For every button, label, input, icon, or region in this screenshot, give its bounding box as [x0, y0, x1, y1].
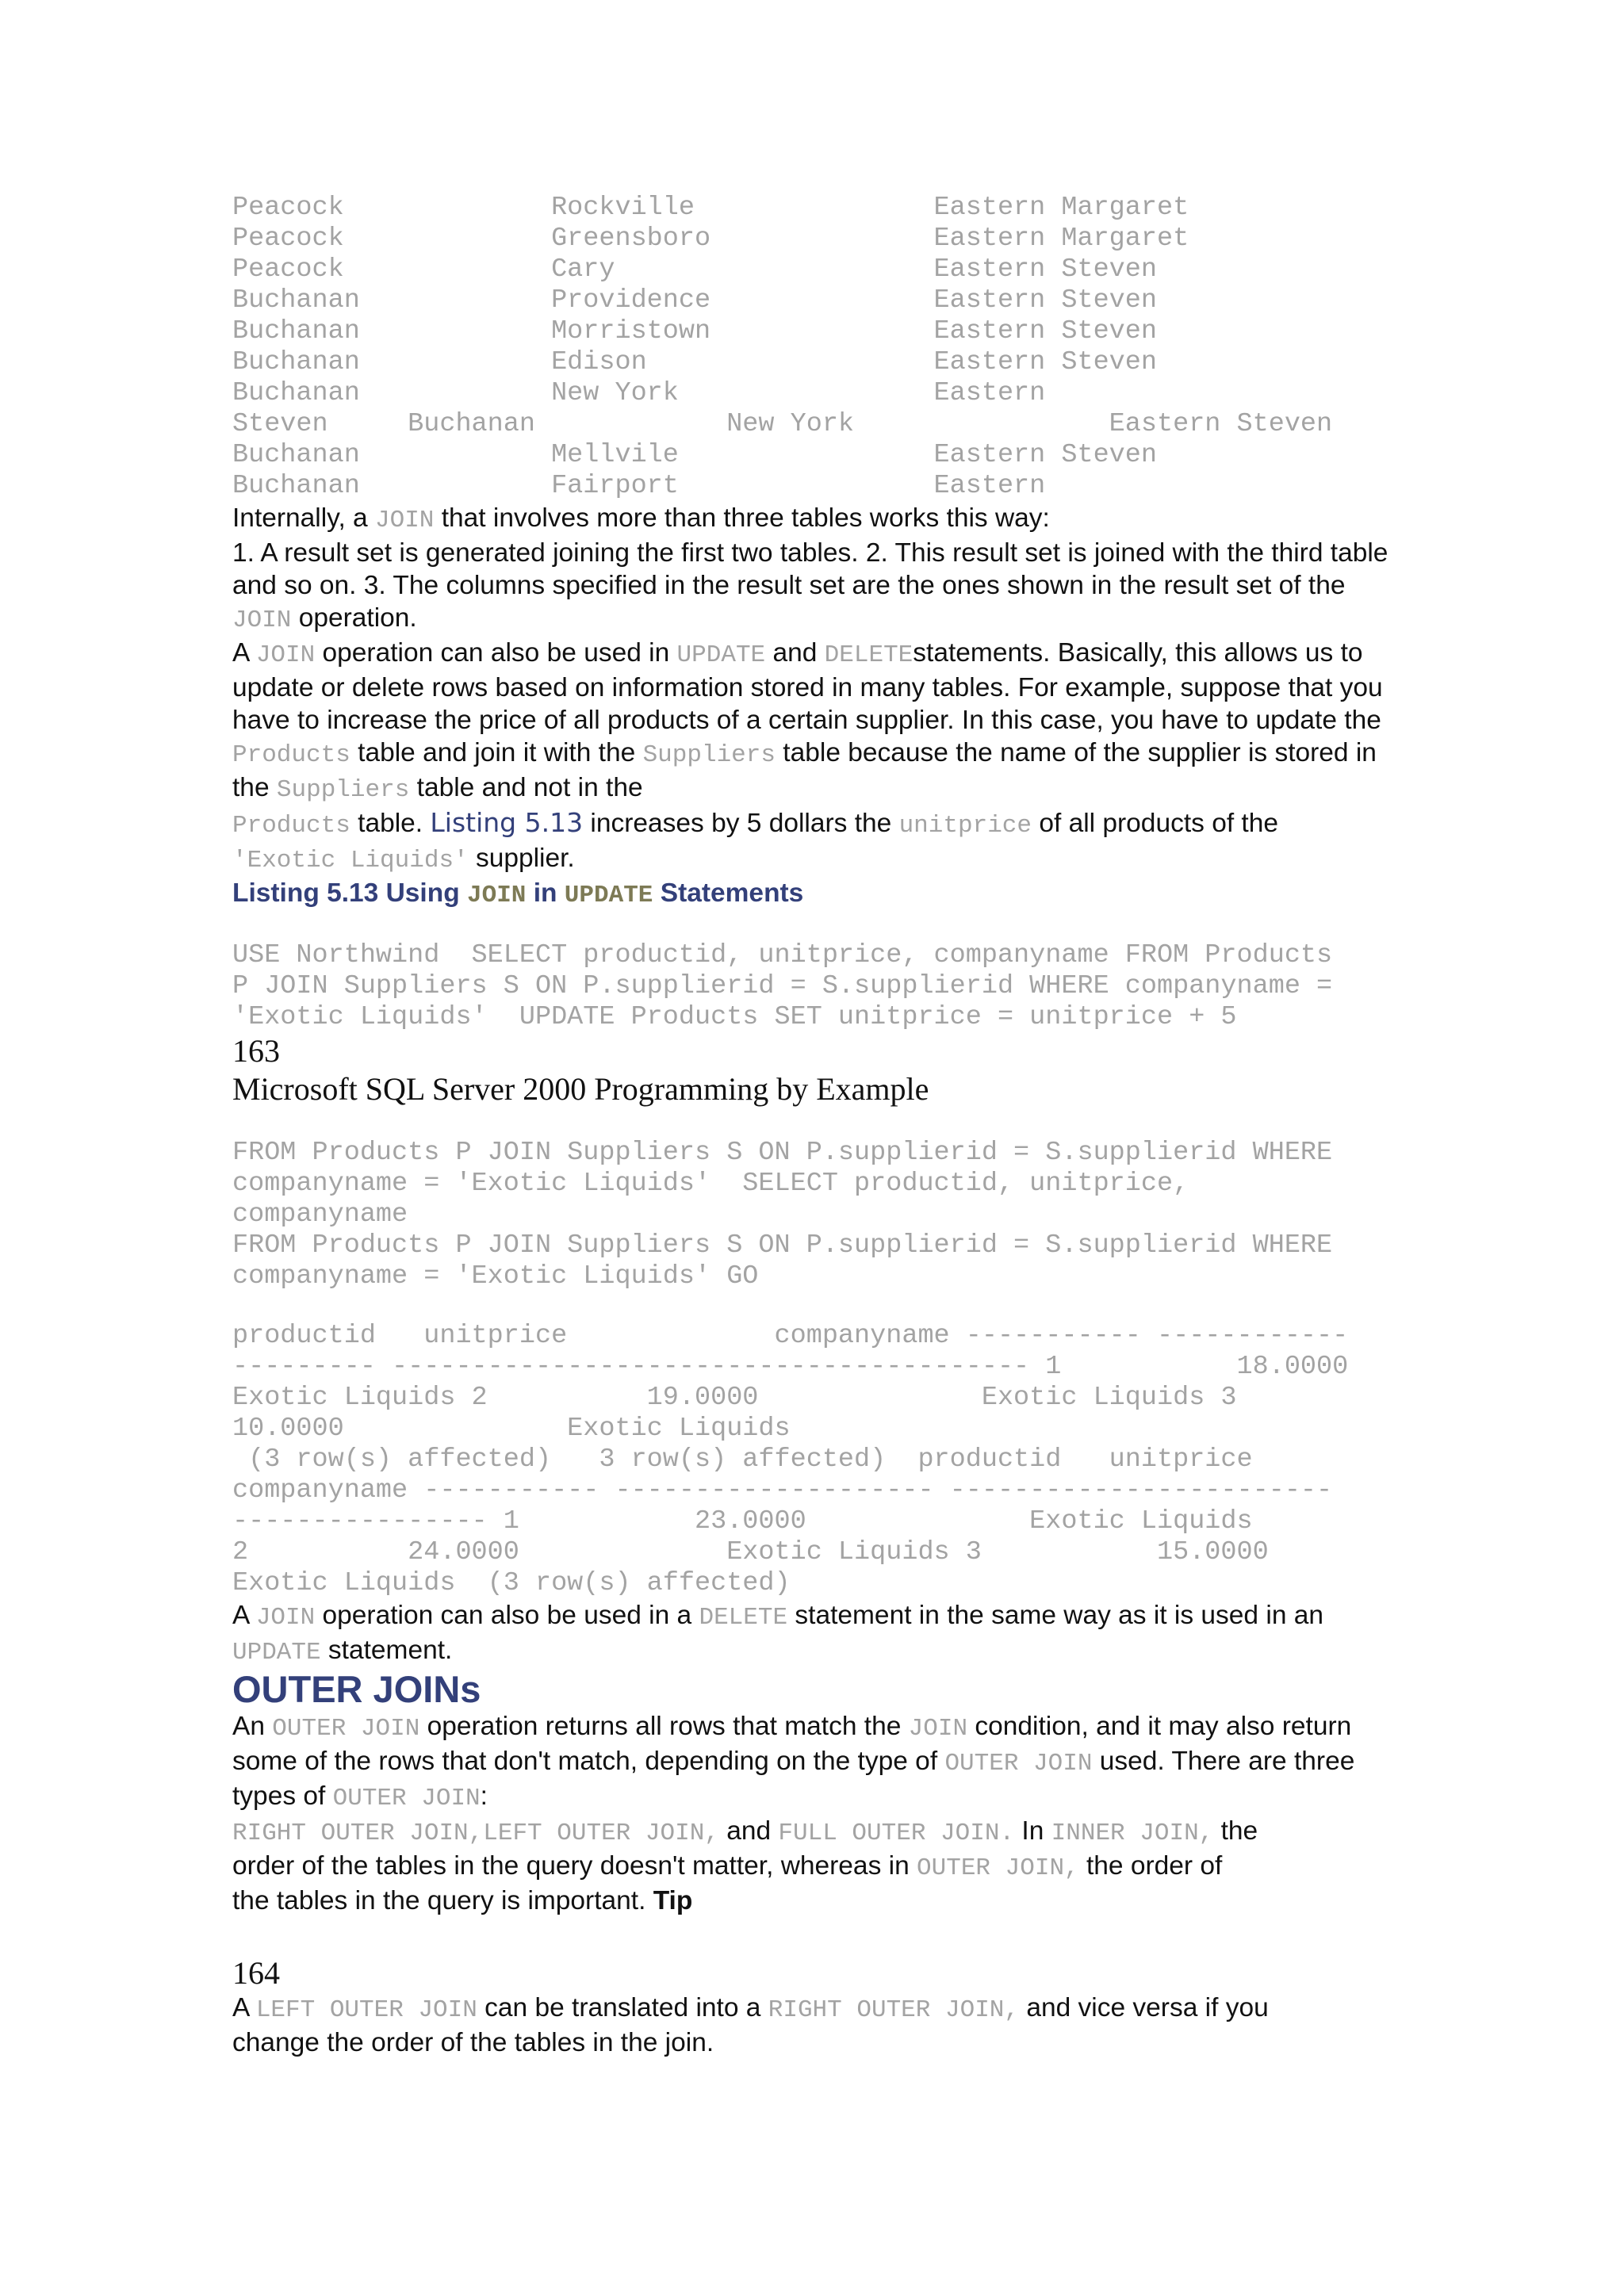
page-number: 164	[232, 1955, 280, 1991]
inline-code: OUTER JOIN,	[917, 1854, 1079, 1882]
text-run: table and join it with the	[350, 738, 643, 767]
inline-code: Suppliers	[276, 776, 410, 804]
paragraph-join-steps	[232, 537, 1398, 637]
text-run: operation returns all rows that match the	[419, 1712, 909, 1741]
listing-link[interactable]: Listing 5.13	[430, 807, 584, 838]
paragraph-internal-join	[232, 502, 1398, 537]
text-run: condition, and it may also return some of the rows that don't match, depending on the type of	[232, 1712, 1352, 1776]
text-run: A	[232, 1993, 256, 2022]
inline-code: OUTER JOIN	[272, 1715, 420, 1743]
inline-code: UPDATE	[676, 641, 766, 669]
table-row: Buchanan Edison Eastern Steven	[232, 347, 1157, 377]
text-run: table.	[350, 809, 431, 838]
paragraph-left-right-join	[232, 1992, 1398, 2059]
inline-code: RIGHT OUTER JOIN,	[768, 1996, 1020, 2024]
text-run: In	[1014, 1816, 1051, 1846]
page-number: 163	[232, 1033, 280, 1069]
text-run: statements. Basically, this allows us to update or delete rows based on information stored in many tables. For example, suppose that you have to increase the price of all products of a certain supplier. In this case, you have to update the	[232, 638, 1383, 735]
tip-label: Tip	[653, 1886, 693, 1915]
text-run: operation can also be used in a	[315, 1601, 699, 1630]
running-title: Microsoft SQL Server 2000 Programming by Example	[232, 1071, 929, 1107]
text-run: statement in the same way as it is used in an	[787, 1601, 1324, 1630]
inline-code: OUTER JOIN	[332, 1785, 481, 1812]
inline-code: OUTER JOIN	[944, 1750, 1093, 1777]
listing-caption	[232, 877, 1398, 912]
text-run: table and not in the	[409, 773, 643, 802]
paragraph-outer-join-types	[232, 1815, 1398, 1917]
text-run: order of the tables in the query doesn't matter, whereas in	[232, 1851, 917, 1881]
text-run: and vice versa if you	[1019, 1993, 1269, 2022]
paragraph-join-delete	[232, 1599, 1398, 1669]
section-heading: OUTER JOINs	[232, 1668, 481, 1710]
text-run: An	[232, 1712, 273, 1741]
inline-code: INNER JOIN,	[1051, 1820, 1214, 1847]
text-run: that involves more than three tables works this way:	[434, 503, 1050, 533]
inline-code: DELETE	[824, 641, 914, 669]
inline-code: JOIN	[375, 507, 435, 534]
code-listing: USE Northwind SELECT productid, unitprice, companyname FROM Products P JOIN Suppliers S ON P.supplierid = S.supplierid WHERE companyname = 'Exotic Liquids' UPDATE Products SET unitprice = unitprice + 5	[232, 940, 1333, 1032]
inline-code: DELETE	[699, 1604, 788, 1632]
inline-code: RIGHT OUTER JOIN,LEFT OUTER JOIN,	[232, 1820, 719, 1847]
text-run: and	[718, 1816, 779, 1846]
text-run: A	[232, 638, 256, 668]
text-run: 1. A result set is generated joining the first two tables. 2. This result set is joined with the third table and so on. 3. The columns specified in the result set are the ones shown in the result set of the	[232, 538, 1388, 600]
text-run: change the order of the tables in the join.	[232, 2028, 714, 2057]
table-row: Buchanan Mellvile Eastern Steven	[232, 440, 1157, 470]
table-row: Peacock Rockville Eastern Margaret	[232, 193, 1189, 223]
inline-code: Products	[232, 812, 350, 840]
text-run: A	[232, 1601, 256, 1630]
spacer	[232, 912, 1398, 940]
text-run: the tables in the query is important.	[232, 1886, 653, 1915]
inline-code: LEFT OUTER JOIN	[255, 1996, 477, 2024]
text-run: operation can also be used in	[315, 638, 677, 668]
inline-code: JOIN	[466, 882, 527, 909]
table-row: Peacock Cary Eastern Steven	[232, 254, 1157, 285]
page-content	[232, 193, 1398, 2059]
employee-territory-table	[232, 193, 1398, 502]
inline-code: JOIN	[232, 607, 292, 634]
code-listing-continued: FROM Products P JOIN Suppliers S ON P.supplierid = S.supplierid WHERE companyname = 'Exotic Liquids' SELECT productid, unitprice, companyname FROM Products P JOIN Suppliers S ON P.supplierid = S.supplierid WHERE companyname = 'Exotic Liquids' GO	[232, 1138, 1333, 1292]
text-run: used. There are three types of	[232, 1747, 1355, 1811]
text-run: in	[526, 878, 565, 908]
text-run: the	[1213, 1816, 1258, 1846]
inline-code: JOIN	[908, 1715, 968, 1743]
table-row: Buchanan Morristown Eastern Steven	[232, 316, 1157, 346]
inline-code: Products	[232, 741, 350, 769]
inline-code: UPDATE	[232, 1639, 321, 1667]
paragraph-outer-join	[232, 1710, 1398, 1815]
text-run: operation.	[291, 603, 417, 633]
query-result-output: productid unitprice companyname ----------- ------------ --------- ---------------------------------------- 1 18.0000 Exotic Liquids 2 19.0000 Exotic Liquids 3 10.0000 Exotic Liquids (3 row(s) affected) 3 row(s) affected) productid unitprice companyname ----------- -------------------- ------------------------ ---------------- 1 23.0000 Exotic Liquids 2 24.0000 Exotic Liquids 3 15.0000 Exotic Liquids (3 row(s) affected)	[232, 1321, 1349, 1598]
text-run: Internally, a	[232, 503, 375, 533]
inline-code: unitprice	[898, 812, 1032, 840]
text-run: the order of	[1078, 1851, 1223, 1881]
inline-code: FULL OUTER JOIN.	[778, 1820, 1015, 1847]
table-row: Peacock Greensboro Eastern Margaret	[232, 224, 1189, 254]
spacer	[232, 1917, 1398, 1955]
text-run: increases by 5 dollars the	[583, 809, 899, 838]
text-run: Statements	[653, 878, 804, 908]
spacer	[232, 1292, 1398, 1321]
inline-code: JOIN	[255, 641, 316, 669]
spacer	[232, 1109, 1398, 1138]
text-run: Listing 5.13 Using	[232, 878, 467, 908]
table-row: Buchanan Providence Eastern Steven	[232, 285, 1157, 316]
table-row: Buchanan New York Eastern	[232, 378, 1046, 408]
text-run: statement.	[320, 1636, 453, 1665]
paragraph-listing-reference	[232, 806, 1398, 877]
text-run: supplier.	[468, 844, 575, 873]
inline-code: 'Exotic Liquids'	[232, 847, 469, 874]
text-run: table because the name of the supplier is stored in the	[232, 738, 1377, 802]
paragraph-join-update-delete	[232, 637, 1398, 806]
text-run: :	[480, 1781, 488, 1811]
inline-code: Suppliers	[642, 741, 776, 769]
inline-code: UPDATE	[564, 882, 653, 909]
table-row: Steven Buchanan New York Eastern Steven	[232, 409, 1333, 439]
text-run: can be translated into a	[477, 1993, 768, 2022]
text-run: and	[765, 638, 825, 668]
text-run: of all products of the	[1032, 809, 1279, 838]
table-row: Buchanan Fairport Eastern	[232, 471, 1046, 501]
inline-code: JOIN	[255, 1604, 316, 1632]
